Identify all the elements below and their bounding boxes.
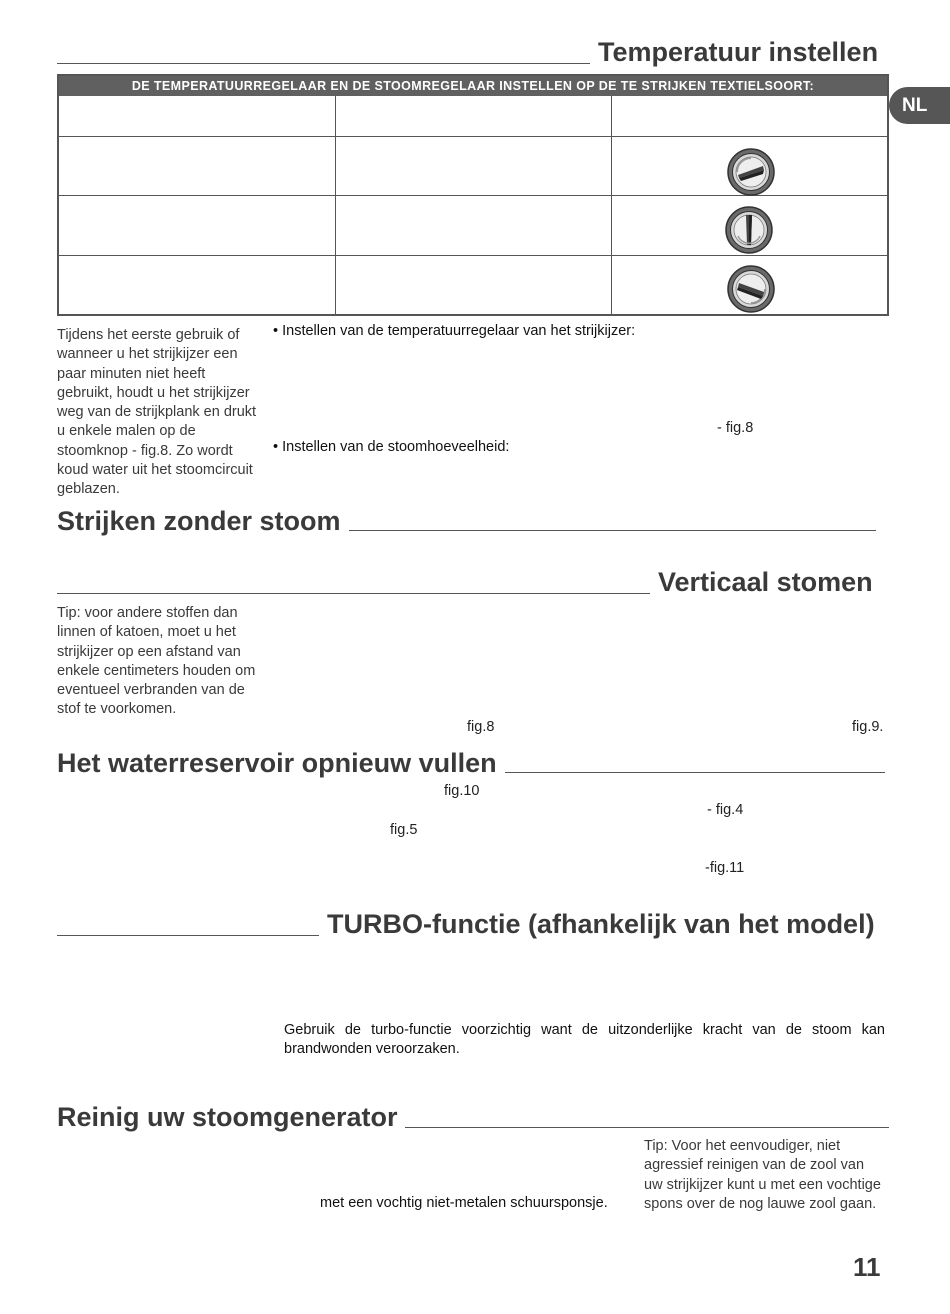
table-divider — [59, 136, 887, 137]
language-tab: NL — [889, 87, 950, 124]
fig-ref: - fig.8 — [717, 420, 754, 436]
bullet-steam: • Instellen van de stoomhoeveelheid: — [273, 439, 510, 455]
title-rule — [505, 772, 885, 773]
table-divider — [59, 255, 887, 256]
section-title-temperature: Temperatuur instellen — [598, 37, 879, 67]
table-divider — [335, 96, 336, 314]
title-rule — [57, 593, 650, 594]
title-rule — [349, 530, 876, 531]
dial-high-icon — [727, 265, 775, 313]
vertical-tip: Tip: voor andere stoffen dan linnen of katoen, moet u het strijkijzer op een afstand van enkele centimeters houden om eventueel verbranden van de stof te voorkomen. — [57, 605, 256, 718]
table-divider — [611, 96, 612, 314]
title-rule — [57, 935, 319, 936]
clean-sponge-text: met een vochtig niet-metalen schuursponsje. — [320, 1195, 608, 1211]
bullet-temperature: • Instellen van de temperatuurregelaar van het strijkijzer: — [273, 323, 636, 339]
section-title-clean: Reinig uw stoomgenerator — [57, 1102, 398, 1132]
fig-ref: fig.9. — [852, 719, 884, 735]
fig-ref: -fig.11 — [705, 860, 745, 876]
fig-ref: fig.10 — [444, 783, 480, 799]
table-header: DE TEMPERATUURREGELAAR EN DE STOOMREGELAAR INSTELLEN OP DE TE STRIJKEN TEXTIELSOORT: — [59, 76, 887, 96]
section-title-vertical: Verticaal stomen — [658, 567, 873, 597]
sidebar-note: Tijdens het eerste gebruik of wanneer u het strijkijzer een paar minuten niet heeft gebruikt, houdt u het strijkijzer weg van de strijkplank en drukt u enkele malen op de stoomknop - fig.8. Zo wordt koud water uit het stoomcircuit geblazen. — [57, 327, 257, 498]
fig-ref: - fig.4 — [707, 802, 744, 818]
page-number: 11 — [853, 1252, 881, 1282]
fig-ref: fig.5 — [390, 822, 418, 838]
clean-tip: Tip: Voor het eenvoudiger, niet agressief reinigen van de zool van uw strijkijzer kunt u met een vochtige spons over de nog lauwe zool gaan. — [644, 1138, 881, 1212]
section-title-refill: Het waterreservoir opnieuw vullen — [57, 748, 497, 778]
dial-low-icon — [727, 148, 775, 196]
section-title-no-steam: Strijken zonder stoom — [57, 506, 341, 536]
settings-table — [57, 74, 889, 316]
section-title-turbo: TURBO-functie (afhankelijk van het model) — [327, 909, 875, 939]
title-rule — [57, 63, 590, 64]
dial-mid-icon — [725, 206, 773, 254]
fig-ref: fig.8 — [467, 719, 495, 735]
title-rule — [405, 1127, 889, 1128]
turbo-warning: Gebruik de turbo-functie voorzichtig want de uitzonderlijke kracht van de stoom kan brandwonden veroorzaken. — [284, 1022, 885, 1058]
